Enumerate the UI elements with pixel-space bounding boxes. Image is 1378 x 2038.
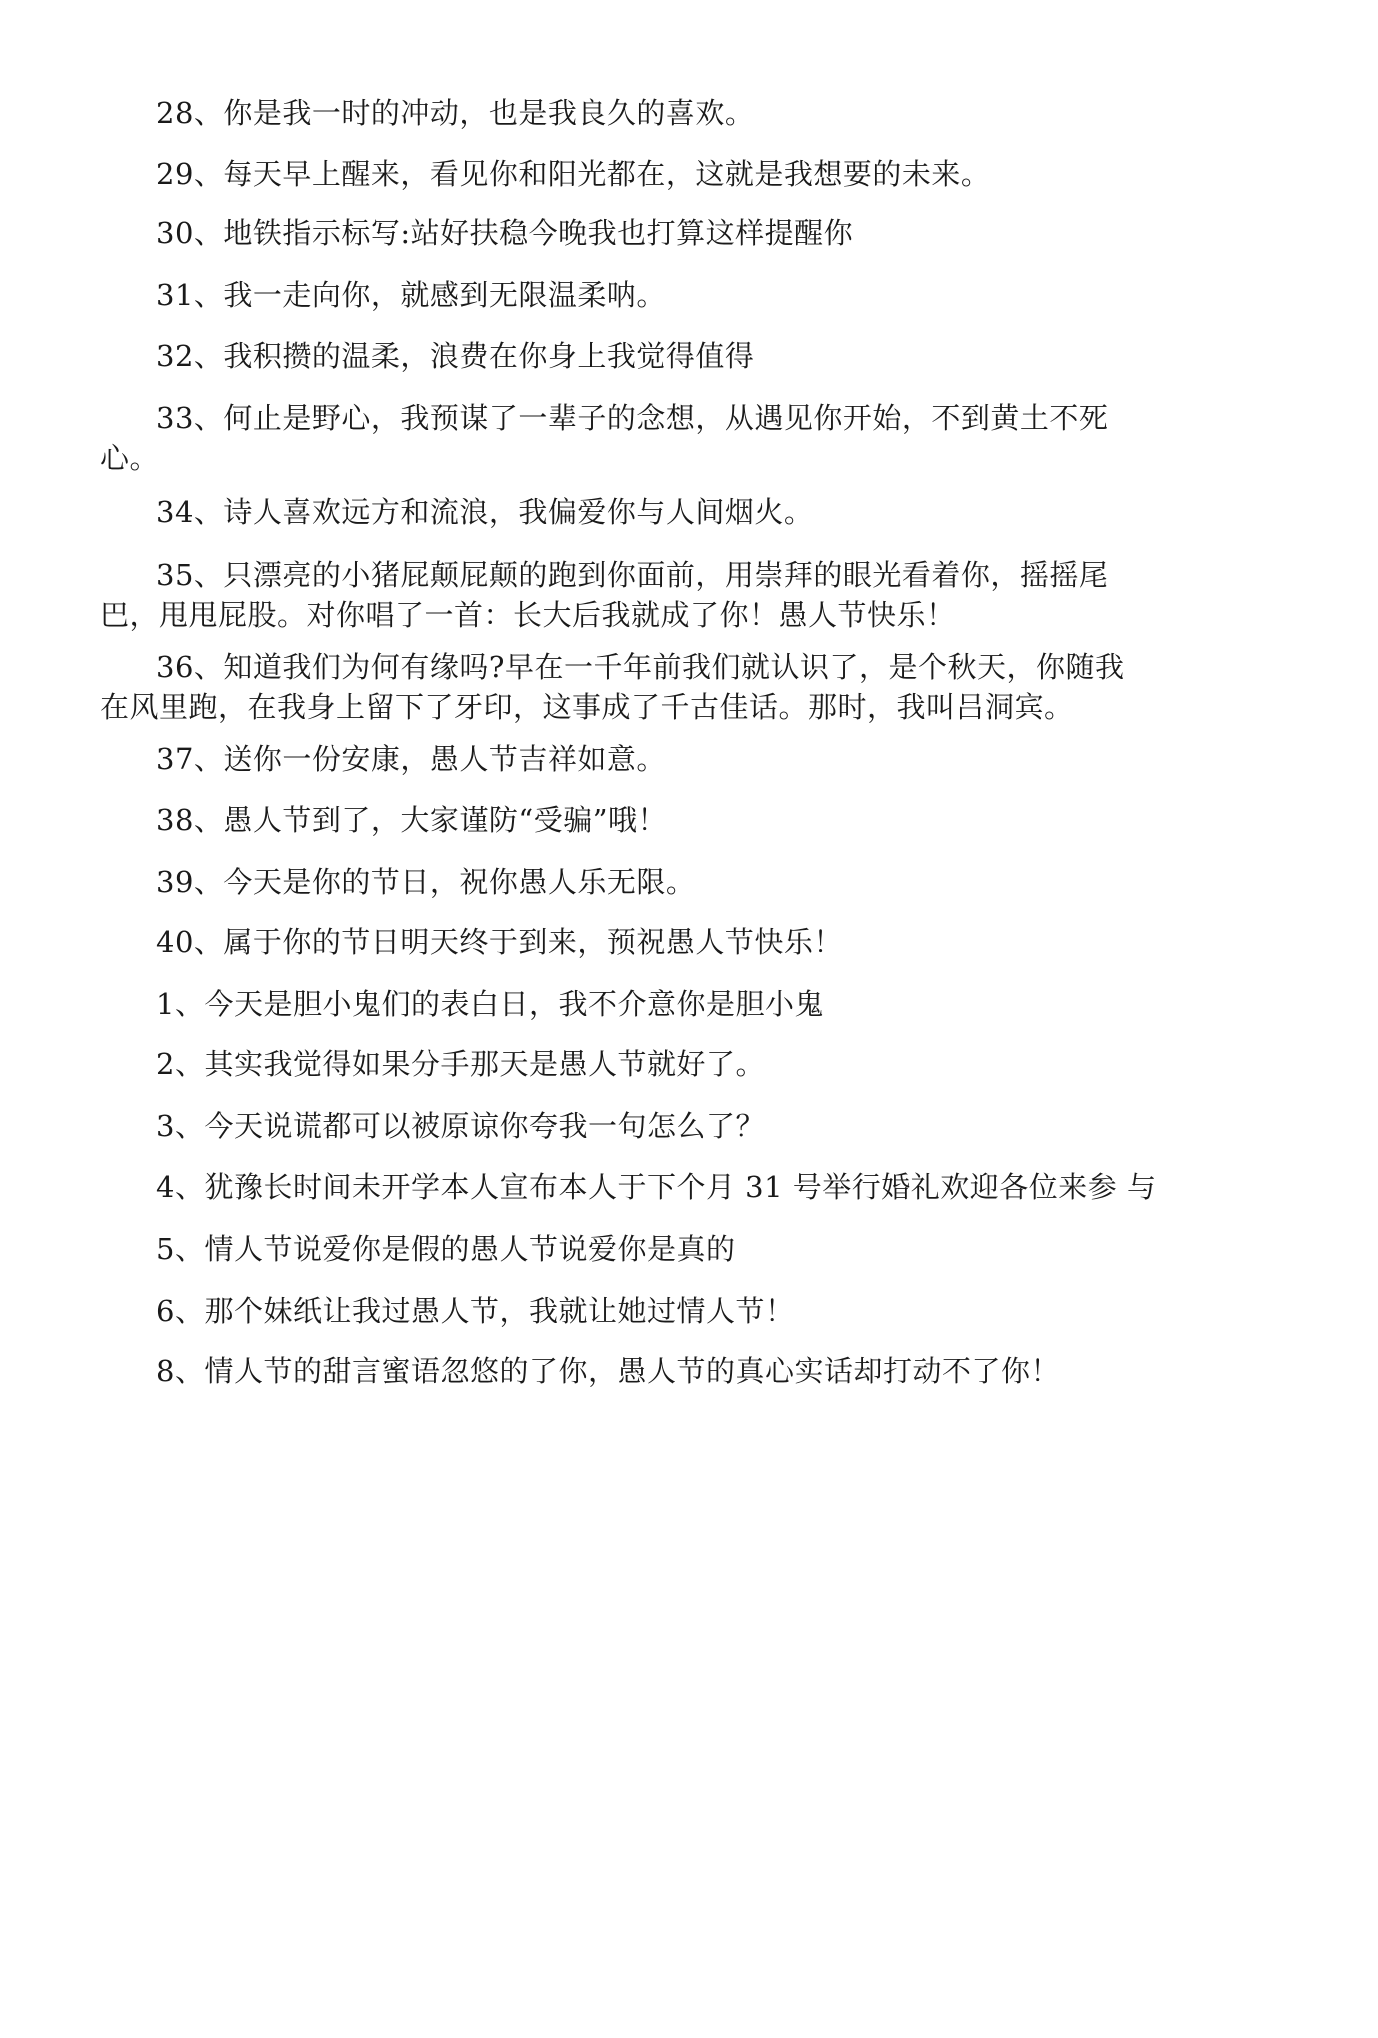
- paragraph-line: 1、今天是胆小鬼们的表白日，我不介意你是胆小鬼: [156, 987, 824, 1021]
- paragraph-6: [156, 1291, 1216, 1331]
- paragraph-line: 40、属于你的节日明天终于到来，预祝愚人节快乐！: [156, 925, 843, 959]
- paragraph-line: 31、我一走向你，就感到无限温柔呐。: [156, 278, 666, 312]
- paragraph-32: [156, 336, 1216, 376]
- paragraph-line: 4、犹豫长时间未开学本人宣布本人于下个月 31 号举行婚礼欢迎各位来参 与: [156, 1170, 1157, 1204]
- paragraph-39: [156, 862, 1216, 902]
- paragraph-line: 30、地铁指示标写:站好扶稳今晚我也打算这样提醒你: [156, 216, 854, 250]
- paragraph-33: [100, 398, 1216, 478]
- paragraph-37: [156, 739, 1216, 779]
- paragraph-line: 5、情人节说爱你是假的愚人节说爱你是真的: [156, 1232, 736, 1266]
- paragraph-line: 39、今天是你的节日，祝你愚人乐无限。: [156, 865, 696, 899]
- paragraph-line: 28、你是我一时的冲动，也是我良久的喜欢。: [156, 96, 755, 130]
- paragraph-line: 35、只漂亮的小猪屁颠屁颠的跑到你面前，用崇拜的眼光看着你，摇摇尾: [156, 558, 1109, 592]
- paragraph-31: [156, 275, 1216, 315]
- paragraph-line: 3、今天说谎都可以被原谅你夸我一句怎么了？: [156, 1109, 765, 1143]
- paragraph-5: [156, 1229, 1216, 1269]
- paragraph-line: 33、何止是野心，我预谋了一辈子的念想，从遇见你开始，不到黄土不死: [156, 401, 1109, 435]
- paragraph-line: 在风里跑，在我身上留下了牙印，这事成了千古佳话。那时，我叫吕洞宾。: [100, 690, 1074, 724]
- paragraph-line: 29、每天早上醒来，看见你和阳光都在，这就是我想要的未来。: [156, 157, 991, 191]
- paragraph-35: [100, 555, 1216, 635]
- paragraph-line: 6、那个妹纸让我过愚人节，我就让她过情人节！: [156, 1294, 795, 1328]
- paragraph-4: [156, 1167, 1216, 1207]
- paragraph-40: [156, 922, 1216, 962]
- paragraph-28: [156, 93, 1216, 133]
- paragraph-36: [100, 647, 1216, 727]
- paragraph-8: [156, 1351, 1216, 1391]
- paragraph-line: 32、我积攒的温柔，浪费在你身上我觉得值得: [156, 339, 755, 373]
- paragraph-line: 37、送你一份安康，愚人节吉祥如意。: [156, 742, 666, 776]
- paragraph-line: 2、其实我觉得如果分手那天是愚人节就好了。: [156, 1047, 765, 1081]
- paragraph-line: 38、愚人节到了，大家谨防“受骗”哦！: [156, 803, 668, 837]
- paragraph-line: 心。: [100, 441, 160, 475]
- paragraph-3: [156, 1106, 1216, 1146]
- paragraph-34: [156, 492, 1216, 532]
- paragraph-1: [156, 984, 1216, 1024]
- paragraph-38: [156, 800, 1216, 840]
- paragraph-line: 8、情人节的甜言蜜语忽悠的了你，愚人节的真心实话却打动不了你！: [156, 1354, 1060, 1388]
- paragraph-line: 巴，甩甩屁股。对你唱了一首：长大后我就成了你！愚人节快乐！: [100, 598, 956, 632]
- paragraph-line: 34、诗人喜欢远方和流浪，我偏爱你与人间烟火。: [156, 495, 814, 529]
- paragraph-29: [156, 154, 1216, 194]
- paragraph-line: 36、知道我们为何有缘吗?早在一千年前我们就认识了，是个秋天，你随我: [156, 650, 1125, 684]
- paragraph-2: [156, 1044, 1216, 1084]
- paragraph-30: [156, 213, 1216, 253]
